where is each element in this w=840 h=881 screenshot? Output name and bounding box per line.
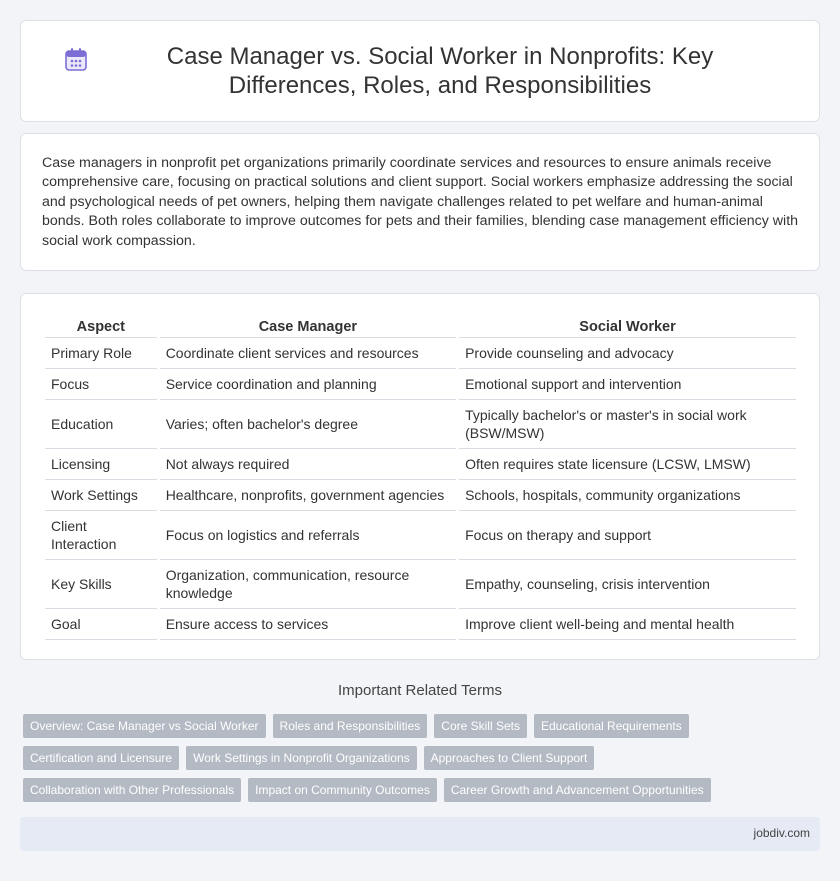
table-cell: Not always required bbox=[160, 449, 456, 480]
table-row bbox=[45, 609, 796, 640]
related-tag[interactable]: Career Growth and Advancement Opportunities bbox=[444, 778, 711, 802]
table-cell: Education bbox=[45, 400, 157, 449]
table-cell: Organization, communication, resource knowledge bbox=[160, 560, 456, 609]
related-tags-row bbox=[23, 746, 594, 770]
table-cell: Provide counseling and advocacy bbox=[459, 338, 796, 369]
table-cell: Service coordination and planning bbox=[160, 369, 456, 400]
table-row bbox=[45, 560, 796, 609]
intro-paragraph: Case managers in nonprofit pet organizations primarily coordinate services and resources to ensure animals receive comprehensive care, focusing on practical solutions and client support. Social workers emphasize addressing the social and psychological needs of pet owners, helping them navigate challenges related to pet welfare and human-animal bonds. Both roles collaborate to improve outcomes for pets and their families, blending case management efficiency with social work compassion. bbox=[42, 155, 799, 249]
table-row bbox=[45, 480, 796, 511]
table-cell: Focus on therapy and support bbox=[459, 511, 796, 560]
related-tag[interactable]: Collaboration with Other Professionals bbox=[23, 778, 241, 802]
table-cell: Work Settings bbox=[45, 480, 157, 511]
related-tags-row bbox=[23, 778, 711, 802]
table-row bbox=[45, 338, 796, 369]
related-tag[interactable]: Roles and Responsibilities bbox=[273, 714, 428, 738]
comparison-table-card bbox=[20, 293, 820, 660]
table-row bbox=[45, 511, 796, 560]
table-cell: Often requires state licensure (LCSW, LMSW) bbox=[459, 449, 796, 480]
footer-site-link[interactable]: jobdiv.com bbox=[753, 826, 810, 840]
related-terms-title: Important Related Terms bbox=[338, 682, 502, 699]
related-tag[interactable]: Certification and Licensure bbox=[23, 746, 179, 770]
comparison-table bbox=[42, 313, 799, 640]
table-cell: Healthcare, nonprofits, government agencies bbox=[160, 480, 456, 511]
table-cell: Empathy, counseling, crisis intervention bbox=[459, 560, 796, 609]
related-tag[interactable]: Work Settings in Nonprofit Organizations bbox=[186, 746, 417, 770]
table-header-row bbox=[45, 313, 796, 338]
table-row bbox=[45, 369, 796, 400]
table-cell: Key Skills bbox=[45, 560, 157, 609]
related-tag[interactable]: Approaches to Client Support bbox=[424, 746, 595, 770]
table-cell: Emotional support and intervention bbox=[459, 369, 796, 400]
header-social-worker: Social Worker bbox=[459, 313, 796, 338]
related-tag[interactable]: Impact on Community Outcomes bbox=[248, 778, 437, 802]
table-row bbox=[45, 449, 796, 480]
table-cell: Client Interaction bbox=[45, 511, 157, 560]
footer bbox=[20, 817, 820, 851]
table-cell: Licensing bbox=[45, 449, 157, 480]
table-cell: Typically bachelor's or master's in social work (BSW/MSW) bbox=[459, 400, 796, 449]
table-cell: Schools, hospitals, community organizations bbox=[459, 480, 796, 511]
related-tags-row bbox=[23, 714, 689, 738]
header-aspect: Aspect bbox=[45, 313, 157, 338]
title-card bbox=[20, 20, 820, 122]
page-title: Case Manager vs. Social Worker in Nonprofits: Key Differences, Roles, and Responsibilities bbox=[166, 43, 714, 99]
header-case-manager: Case Manager bbox=[160, 313, 456, 338]
table-cell: Primary Role bbox=[45, 338, 157, 369]
table-cell: Goal bbox=[45, 609, 157, 640]
table-cell: Focus on logistics and referrals bbox=[160, 511, 456, 560]
table-cell: Improve client well-being and mental health bbox=[459, 609, 796, 640]
intro-card bbox=[20, 133, 820, 271]
related-tag[interactable]: Core Skill Sets bbox=[434, 714, 527, 738]
related-tag[interactable]: Educational Requirements bbox=[534, 714, 689, 738]
table-row bbox=[45, 400, 796, 449]
table-cell: Coordinate client services and resources bbox=[160, 338, 456, 369]
table-cell: Varies; often bachelor's degree bbox=[160, 400, 456, 449]
table-cell: Focus bbox=[45, 369, 157, 400]
table-cell: Ensure access to services bbox=[160, 609, 456, 640]
related-tag[interactable]: Overview: Case Manager vs Social Worker bbox=[23, 714, 266, 738]
